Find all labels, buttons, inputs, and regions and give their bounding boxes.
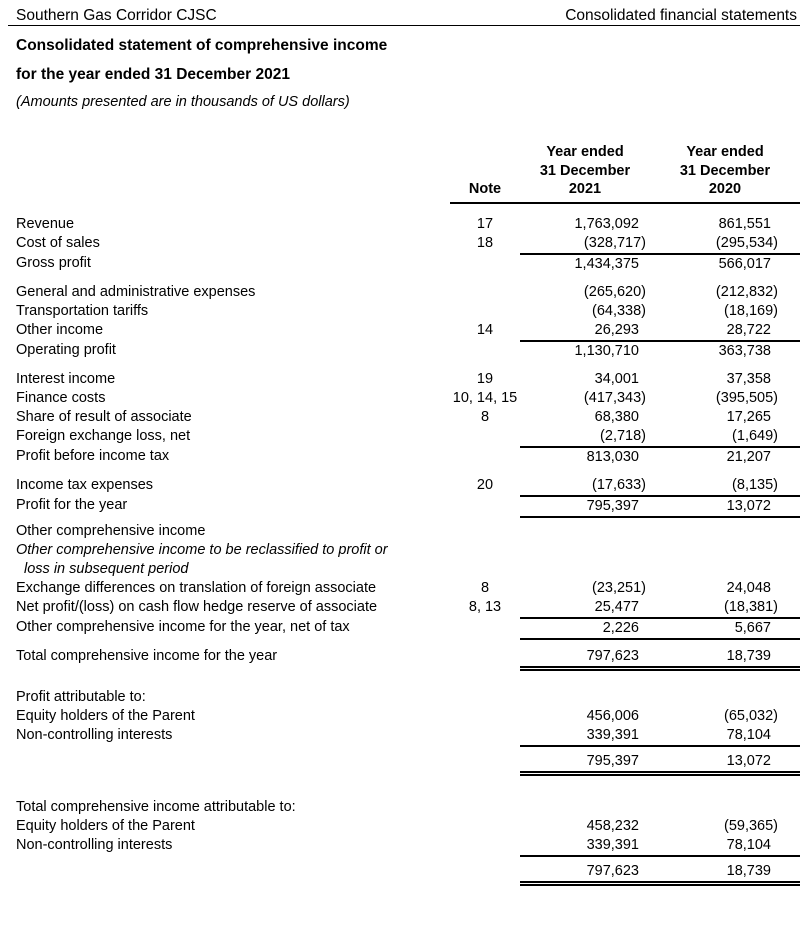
row-value-2021-cell	[520, 707, 650, 726]
row-note-cell	[450, 254, 520, 274]
row-label-cell	[0, 541, 450, 560]
table-row	[0, 389, 800, 408]
header-label-cell	[0, 143, 450, 203]
row-value-2021: 795,397	[586, 497, 639, 514]
row-value-2021-cell	[520, 234, 650, 254]
row-label-cell	[0, 254, 450, 274]
row-value-2021: 1,763,092	[574, 215, 639, 232]
col-header-note	[450, 143, 520, 203]
row-label-cell	[0, 862, 450, 884]
row-value-2020-cell	[650, 752, 800, 774]
table-row	[0, 598, 800, 618]
row-value-2021: 68,380	[594, 408, 639, 425]
row-value-2021-cell	[520, 579, 650, 598]
row-label: Finance costs	[16, 389, 106, 406]
row-label-cell	[0, 579, 450, 598]
row-value-2021-cell	[520, 370, 650, 389]
table-row	[0, 447, 800, 467]
row-note-cell	[450, 836, 520, 856]
table-row	[0, 707, 800, 726]
spacer-row	[0, 274, 800, 283]
date-label-2020: 31 December	[679, 162, 771, 179]
col-header-2021	[520, 143, 650, 203]
col-header-2020	[650, 143, 800, 203]
row-note-cell	[450, 283, 520, 302]
spacer-row	[0, 774, 800, 798]
row-label: Equity holders of the Parent	[16, 708, 195, 724]
spacer-row	[0, 361, 800, 370]
table-row	[0, 302, 800, 321]
row-value-2021-cell	[520, 598, 650, 618]
row-note-cell	[450, 647, 520, 669]
row-value-2021-cell	[520, 522, 650, 541]
table-row	[0, 234, 800, 254]
table-row	[0, 647, 800, 669]
row-label: Revenue	[16, 215, 75, 232]
table-header	[0, 143, 800, 203]
row-value-2020: (18,169)	[723, 302, 778, 319]
row-label-cell	[0, 647, 450, 669]
table-row	[0, 541, 800, 560]
row-value-2021: 456,006	[586, 708, 639, 724]
row-label-cell	[0, 321, 450, 341]
row-value-2020: 21,207	[726, 448, 771, 465]
row-note: 8, 13	[468, 598, 502, 615]
row-label-cell	[0, 522, 450, 541]
row-value-2020: 78,104	[726, 836, 771, 853]
row-label-cell	[0, 215, 450, 234]
row-value-2021-cell	[520, 447, 650, 467]
row-value-2020: (8,135)	[732, 476, 778, 493]
row-label-cell	[0, 427, 450, 447]
header-row	[0, 143, 800, 203]
table-row	[0, 408, 800, 427]
table-row	[0, 522, 800, 541]
row-value-2020: 78,104	[726, 727, 771, 743]
row-value-2021-cell	[520, 254, 650, 274]
row-value-2021-cell	[520, 321, 650, 341]
row-note-cell	[450, 447, 520, 467]
row-value-2020-cell	[650, 370, 800, 389]
row-value-2021-cell	[520, 341, 650, 361]
row-label: General and administrative expenses	[16, 283, 256, 300]
row-label-cell	[0, 389, 450, 408]
row-note-cell	[450, 215, 520, 234]
table-row	[0, 836, 800, 856]
row-note-cell	[450, 370, 520, 389]
row-note: 19	[476, 370, 494, 387]
row-label: Cost of sales	[16, 234, 100, 251]
table-body	[0, 203, 800, 884]
row-value-2020-cell	[650, 817, 800, 836]
row-note: 18	[476, 234, 494, 251]
row-value-2021: 458,232	[586, 817, 639, 834]
row-value-2020-cell	[650, 688, 800, 707]
row-value-2020: 13,072	[726, 753, 771, 769]
year-ended-label-2021: Year ended	[546, 144, 624, 160]
row-note: 8	[480, 579, 490, 596]
row-note-cell	[450, 427, 520, 447]
row-note-cell	[450, 234, 520, 254]
row-value-2020-cell	[650, 447, 800, 467]
row-value-2021: 1,130,710	[574, 342, 639, 359]
report-type-label: Consolidated financial statements	[565, 7, 797, 24]
row-label: Transportation tariffs	[16, 302, 149, 319]
row-value-2020: (18,381)	[723, 598, 778, 615]
statement-title: Consolidated statement of comprehensive income	[16, 37, 388, 54]
statement-period: for the year ended 31 December 2021	[16, 66, 290, 83]
row-value-2021: 797,623	[586, 647, 639, 664]
row-value-2021-cell	[520, 541, 650, 560]
row-value-2020-cell	[650, 234, 800, 254]
row-label: Gross profit	[16, 254, 91, 271]
row-value-2020: 24,048	[726, 579, 771, 596]
table-row	[0, 215, 800, 234]
row-value-2021-cell	[520, 798, 650, 817]
row-label-cell	[0, 707, 450, 726]
row-note-cell	[450, 341, 520, 361]
table-row	[0, 496, 800, 517]
row-note-cell	[450, 862, 520, 884]
date-label-2021: 31 December	[539, 162, 631, 179]
row-note-cell	[450, 476, 520, 496]
row-value-2021-cell	[520, 389, 650, 408]
row-value-2021: 795,397	[586, 753, 639, 769]
row-value-2020-cell	[650, 598, 800, 618]
row-note-cell	[450, 560, 520, 579]
row-value-2021: (328,717)	[583, 234, 646, 251]
year-label-2021: 2021	[568, 181, 602, 197]
row-note: 17	[476, 215, 494, 232]
row-note: 8	[480, 408, 490, 425]
table-row	[0, 618, 800, 639]
row-label-cell	[0, 370, 450, 389]
row-value-2020-cell	[650, 254, 800, 274]
row-note-cell	[450, 321, 520, 341]
row-value-2020: 28,722	[726, 321, 771, 338]
row-value-2020-cell	[650, 579, 800, 598]
row-value-2021: 813,030	[586, 448, 639, 465]
row-value-2020-cell	[650, 836, 800, 856]
row-value-2020: (1,649)	[732, 427, 778, 444]
row-label: Non-controlling interests	[16, 727, 173, 743]
row-label: Foreign exchange loss, net	[16, 427, 191, 444]
row-value-2020: 861,551	[718, 215, 771, 232]
row-value-2021: 339,391	[586, 727, 639, 743]
row-label: Profit attributable to:	[16, 689, 146, 705]
row-value-2021-cell	[520, 408, 650, 427]
row-label-cell	[0, 726, 450, 746]
income-statement-table	[0, 143, 800, 886]
year-ended-label-2020: Year ended	[686, 144, 764, 160]
row-value-2021: 26,293	[594, 321, 639, 338]
table-row	[0, 341, 800, 361]
row-note-cell	[450, 389, 520, 408]
row-value-2021-cell	[520, 215, 650, 234]
table-row	[0, 427, 800, 447]
page-header	[16, 6, 797, 25]
row-note-cell	[450, 541, 520, 560]
row-label-cell	[0, 341, 450, 361]
row-note-cell	[450, 726, 520, 746]
row-value-2020: 18,739	[726, 862, 771, 879]
row-label-cell	[0, 476, 450, 496]
row-value-2020: (395,505)	[715, 389, 778, 406]
year-label-2020: 2020	[708, 181, 742, 197]
table-row	[0, 817, 800, 836]
row-value-2021-cell	[520, 688, 650, 707]
row-value-2021: 797,623	[586, 862, 639, 879]
table-row	[0, 752, 800, 774]
row-value-2021-cell	[520, 862, 650, 884]
row-value-2020: 18,739	[726, 647, 771, 664]
row-label-cell	[0, 618, 450, 639]
row-value-2021-cell	[520, 496, 650, 517]
table-row	[0, 798, 800, 817]
row-value-2020: (212,832)	[715, 283, 778, 300]
row-note-cell	[450, 579, 520, 598]
row-label-cell	[0, 560, 450, 579]
row-value-2020-cell	[650, 427, 800, 447]
row-value-2021: (2,718)	[600, 427, 646, 444]
row-value-2021-cell	[520, 726, 650, 746]
row-label: Other comprehensive income	[16, 522, 206, 539]
row-label-cell	[0, 836, 450, 856]
row-value-2021-cell	[520, 476, 650, 496]
row-label: Interest income	[16, 370, 116, 387]
row-value-2020: 566,017	[718, 255, 771, 272]
spacer-row	[0, 639, 800, 647]
row-note: 10, 14, 15	[452, 389, 518, 406]
row-label-cell	[0, 283, 450, 302]
row-note-cell	[450, 817, 520, 836]
row-value-2020: 363,738	[718, 342, 771, 359]
table-row	[0, 862, 800, 884]
row-value-2020: (59,365)	[723, 817, 778, 834]
row-value-2020-cell	[650, 283, 800, 302]
row-note-cell	[450, 598, 520, 618]
row-note-cell	[450, 522, 520, 541]
row-value-2021-cell	[520, 302, 650, 321]
row-value-2020: 5,667	[734, 619, 771, 636]
table-row	[0, 254, 800, 274]
row-label: loss in subsequent period	[24, 560, 189, 577]
row-value-2021-cell	[520, 283, 650, 302]
row-value-2020: 37,358	[726, 370, 771, 387]
row-value-2020-cell	[650, 541, 800, 560]
row-label: Exchange differences on translation of foreign associate	[16, 579, 377, 596]
row-value-2020-cell	[650, 707, 800, 726]
row-value-2021-cell	[520, 427, 650, 447]
row-note-cell	[450, 707, 520, 726]
row-label-cell	[0, 234, 450, 254]
spacer-row	[0, 467, 800, 476]
row-label: Profit before income tax	[16, 447, 170, 464]
row-value-2020: (65,032)	[723, 708, 778, 724]
row-value-2020-cell	[650, 302, 800, 321]
row-value-2020-cell	[650, 389, 800, 408]
row-label: Other income	[16, 321, 104, 338]
table-row	[0, 321, 800, 341]
table-row	[0, 688, 800, 707]
row-value-2020: 17,265	[726, 408, 771, 425]
row-value-2021-cell	[520, 647, 650, 669]
row-note-cell	[450, 408, 520, 427]
row-label: Net profit/(loss) on cash flow hedge reserve of associate	[16, 598, 378, 615]
row-value-2021-cell	[520, 752, 650, 774]
row-value-2021-cell	[520, 618, 650, 639]
row-value-2020-cell	[650, 726, 800, 746]
row-label-cell	[0, 598, 450, 618]
row-value-2021: (64,338)	[591, 302, 646, 319]
row-value-2020-cell	[650, 408, 800, 427]
row-value-2021: 25,477	[594, 598, 639, 615]
spacer-row	[0, 203, 800, 215]
row-label: Share of result of associate	[16, 408, 192, 425]
row-value-2021-cell	[520, 560, 650, 579]
table-row	[0, 476, 800, 496]
table-row	[0, 726, 800, 746]
row-value-2020-cell	[650, 618, 800, 639]
row-value-2020-cell	[650, 647, 800, 669]
row-label: Non-controlling interests	[16, 836, 173, 853]
row-value-2021-cell	[520, 817, 650, 836]
row-value-2021: (23,251)	[591, 579, 646, 596]
table-row	[0, 370, 800, 389]
row-note-cell	[450, 496, 520, 517]
row-value-2021-cell	[520, 836, 650, 856]
row-label-cell	[0, 752, 450, 774]
row-label-cell	[0, 798, 450, 817]
row-label: Operating profit	[16, 341, 116, 358]
table-row	[0, 579, 800, 598]
row-value-2021: (417,343)	[583, 389, 646, 406]
table-row	[0, 283, 800, 302]
row-value-2020-cell	[650, 321, 800, 341]
row-value-2020-cell	[650, 798, 800, 817]
row-label-cell	[0, 447, 450, 467]
row-value-2021: (265,620)	[583, 283, 646, 300]
table-row	[0, 560, 800, 579]
row-label-cell	[0, 496, 450, 517]
row-value-2020-cell	[650, 215, 800, 234]
row-note-cell	[450, 752, 520, 774]
spacer-row	[0, 668, 800, 688]
row-note-cell	[450, 798, 520, 817]
row-label-cell	[0, 408, 450, 427]
row-value-2020: (295,534)	[715, 234, 778, 251]
row-label: Total comprehensive income for the year	[16, 647, 278, 664]
row-value-2020-cell	[650, 522, 800, 541]
row-value-2020-cell	[650, 496, 800, 517]
row-note-cell	[450, 618, 520, 639]
row-note: 14	[476, 321, 494, 338]
row-label: Income tax expenses	[16, 476, 154, 493]
row-label: Equity holders of the Parent	[16, 817, 195, 834]
note-header-label: Note	[468, 181, 502, 197]
company-name: Southern Gas Corridor CJSC	[16, 7, 217, 24]
header-divider	[8, 25, 800, 26]
row-note-cell	[450, 688, 520, 707]
row-value-2020: 13,072	[726, 497, 771, 514]
row-note-cell	[450, 302, 520, 321]
row-value-2020-cell	[650, 476, 800, 496]
row-label: Profit for the year	[16, 496, 128, 513]
row-label: Total comprehensive income attributable to:	[16, 798, 296, 815]
row-value-2020-cell	[650, 560, 800, 579]
row-value-2021: 2,226	[602, 619, 639, 636]
row-label-cell	[0, 302, 450, 321]
row-label: Other comprehensive income to be reclassified to profit or	[16, 541, 388, 558]
row-value-2021: 1,434,375	[574, 255, 639, 272]
row-label: Other comprehensive income for the year, net of tax	[16, 618, 350, 635]
row-label-cell	[0, 817, 450, 836]
amounts-note: (Amounts presented are in thousands of US dollars)	[16, 94, 350, 110]
row-value-2021: 339,391	[586, 836, 639, 853]
row-value-2021: 34,001	[594, 370, 639, 387]
row-value-2020-cell	[650, 862, 800, 884]
row-value-2020-cell	[650, 341, 800, 361]
row-label-cell	[0, 688, 450, 707]
row-value-2021: (17,633)	[591, 476, 646, 493]
row-note: 20	[476, 476, 494, 493]
